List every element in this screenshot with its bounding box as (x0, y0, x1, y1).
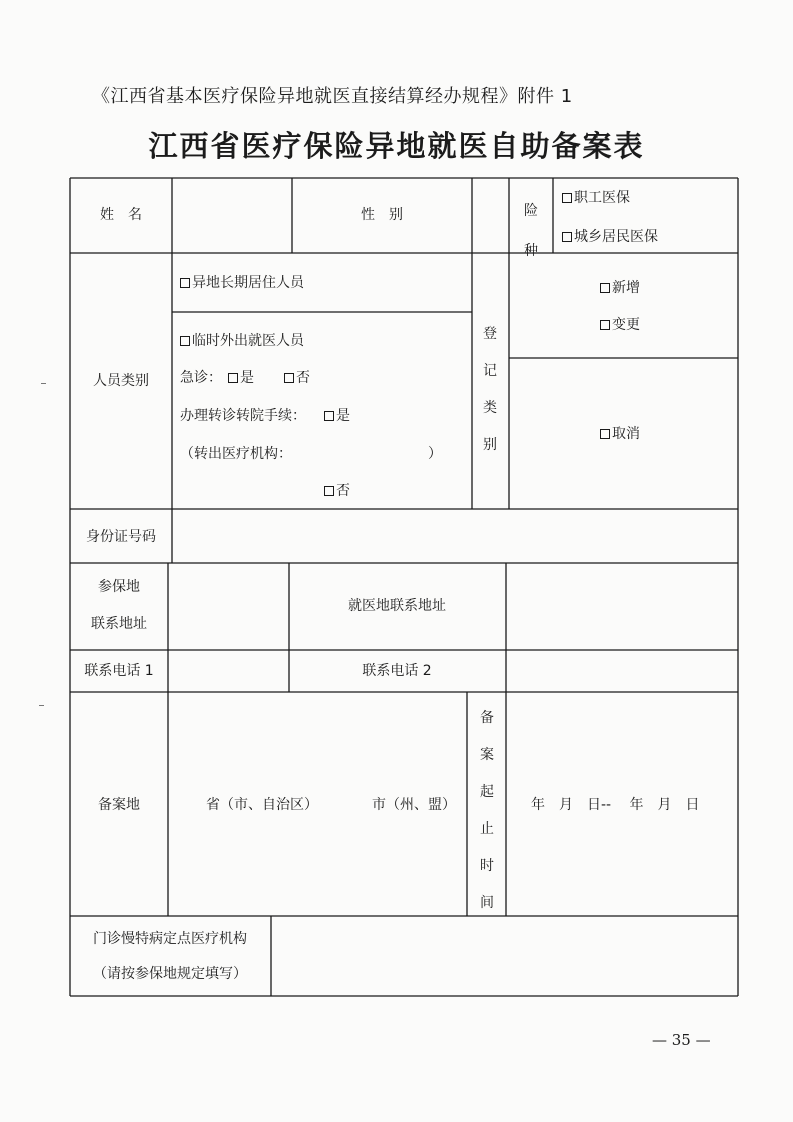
filing-place-label: 备案地 (98, 797, 140, 813)
filing-date-range: 年 月 日-- 年 月 日 (531, 797, 700, 813)
page-number: — 35 — (652, 1031, 711, 1049)
emergency-no-option[interactable]: 否 (284, 370, 310, 386)
phone2-label: 联系电话 2 (362, 663, 432, 679)
transfer-yes-option[interactable]: 是 (324, 408, 350, 424)
phone2-field[interactable] (509, 653, 735, 689)
medical-address-field[interactable] (509, 566, 735, 647)
gender-field[interactable] (475, 181, 506, 250)
name-label: 姓 名 (100, 207, 142, 223)
transfer-no-option[interactable]: 否 (324, 483, 350, 499)
checkbox[interactable] (600, 320, 610, 330)
insured-address-label: 参保地 (98, 579, 140, 595)
checkbox[interactable] (180, 278, 190, 288)
filing-city-text: 市（州、盟） (372, 797, 456, 813)
transfer-org-close: ） (428, 446, 442, 462)
clinic-label: 门诊慢特病定点医疗机构 (93, 931, 247, 947)
medical-address-label: 就医地联系地址 (348, 598, 446, 614)
registration-change-option[interactable]: 变更 (600, 317, 640, 333)
registration-new-option[interactable]: 新增 (600, 280, 640, 296)
emergency-yes-option[interactable]: 是 (228, 370, 254, 386)
gender-label: 性 别 (361, 207, 403, 223)
option-resident-insurance[interactable]: 城乡居民医保 (562, 229, 658, 245)
filing-province-text: 省（市、自治区） (206, 797, 318, 813)
emergency-label: 急诊： (180, 370, 222, 386)
scan-speck (41, 383, 46, 384)
phone1-field[interactable] (171, 653, 286, 689)
phone1-label: 联系电话 1 (84, 663, 154, 679)
checkbox[interactable] (562, 232, 572, 242)
id-card-label: 身份证号码 (86, 529, 156, 545)
clinic-label-note: （请按参保地规定填写） (93, 966, 247, 982)
checkbox[interactable] (180, 336, 190, 346)
option-temporary-medical[interactable]: 临时外出就医人员 (180, 333, 304, 349)
attachment-note: 《江西省基本医疗保险异地就医直接结算经办规程》附件 1 (92, 86, 573, 107)
registration-type-label: 登 记 类 别 (483, 326, 497, 453)
insured-address-field[interactable] (171, 566, 286, 647)
option-employee-insurance[interactable]: 职工医保 (562, 190, 630, 206)
scan-speck (39, 705, 44, 706)
checkbox[interactable] (600, 283, 610, 293)
checkbox[interactable] (324, 486, 334, 496)
option-long-term-residence[interactable]: 异地长期居住人员 (180, 275, 304, 291)
checkbox[interactable] (228, 373, 238, 383)
transfer-org-label: （转出医疗机构： (180, 446, 292, 462)
checkbox[interactable] (562, 193, 572, 203)
clinic-field[interactable] (274, 919, 735, 993)
registration-cancel-option[interactable]: 取消 (600, 426, 640, 442)
filing-period-label: 备 案 起 止 时 间 (480, 710, 494, 911)
name-field[interactable] (175, 181, 289, 250)
checkbox[interactable] (324, 411, 334, 421)
insurance-type-label: 险 种 (524, 203, 538, 259)
checkbox[interactable] (600, 429, 610, 439)
insured-address-label-line2: 联系地址 (91, 616, 147, 632)
personnel-category-label: 人员类别 (93, 373, 149, 389)
form-title: 江西省医疗保险异地就医自助备案表 (148, 129, 645, 163)
checkbox[interactable] (284, 373, 294, 383)
id-card-field[interactable] (175, 512, 735, 560)
transfer-procedure-label: 办理转诊转院手续： (180, 408, 306, 424)
